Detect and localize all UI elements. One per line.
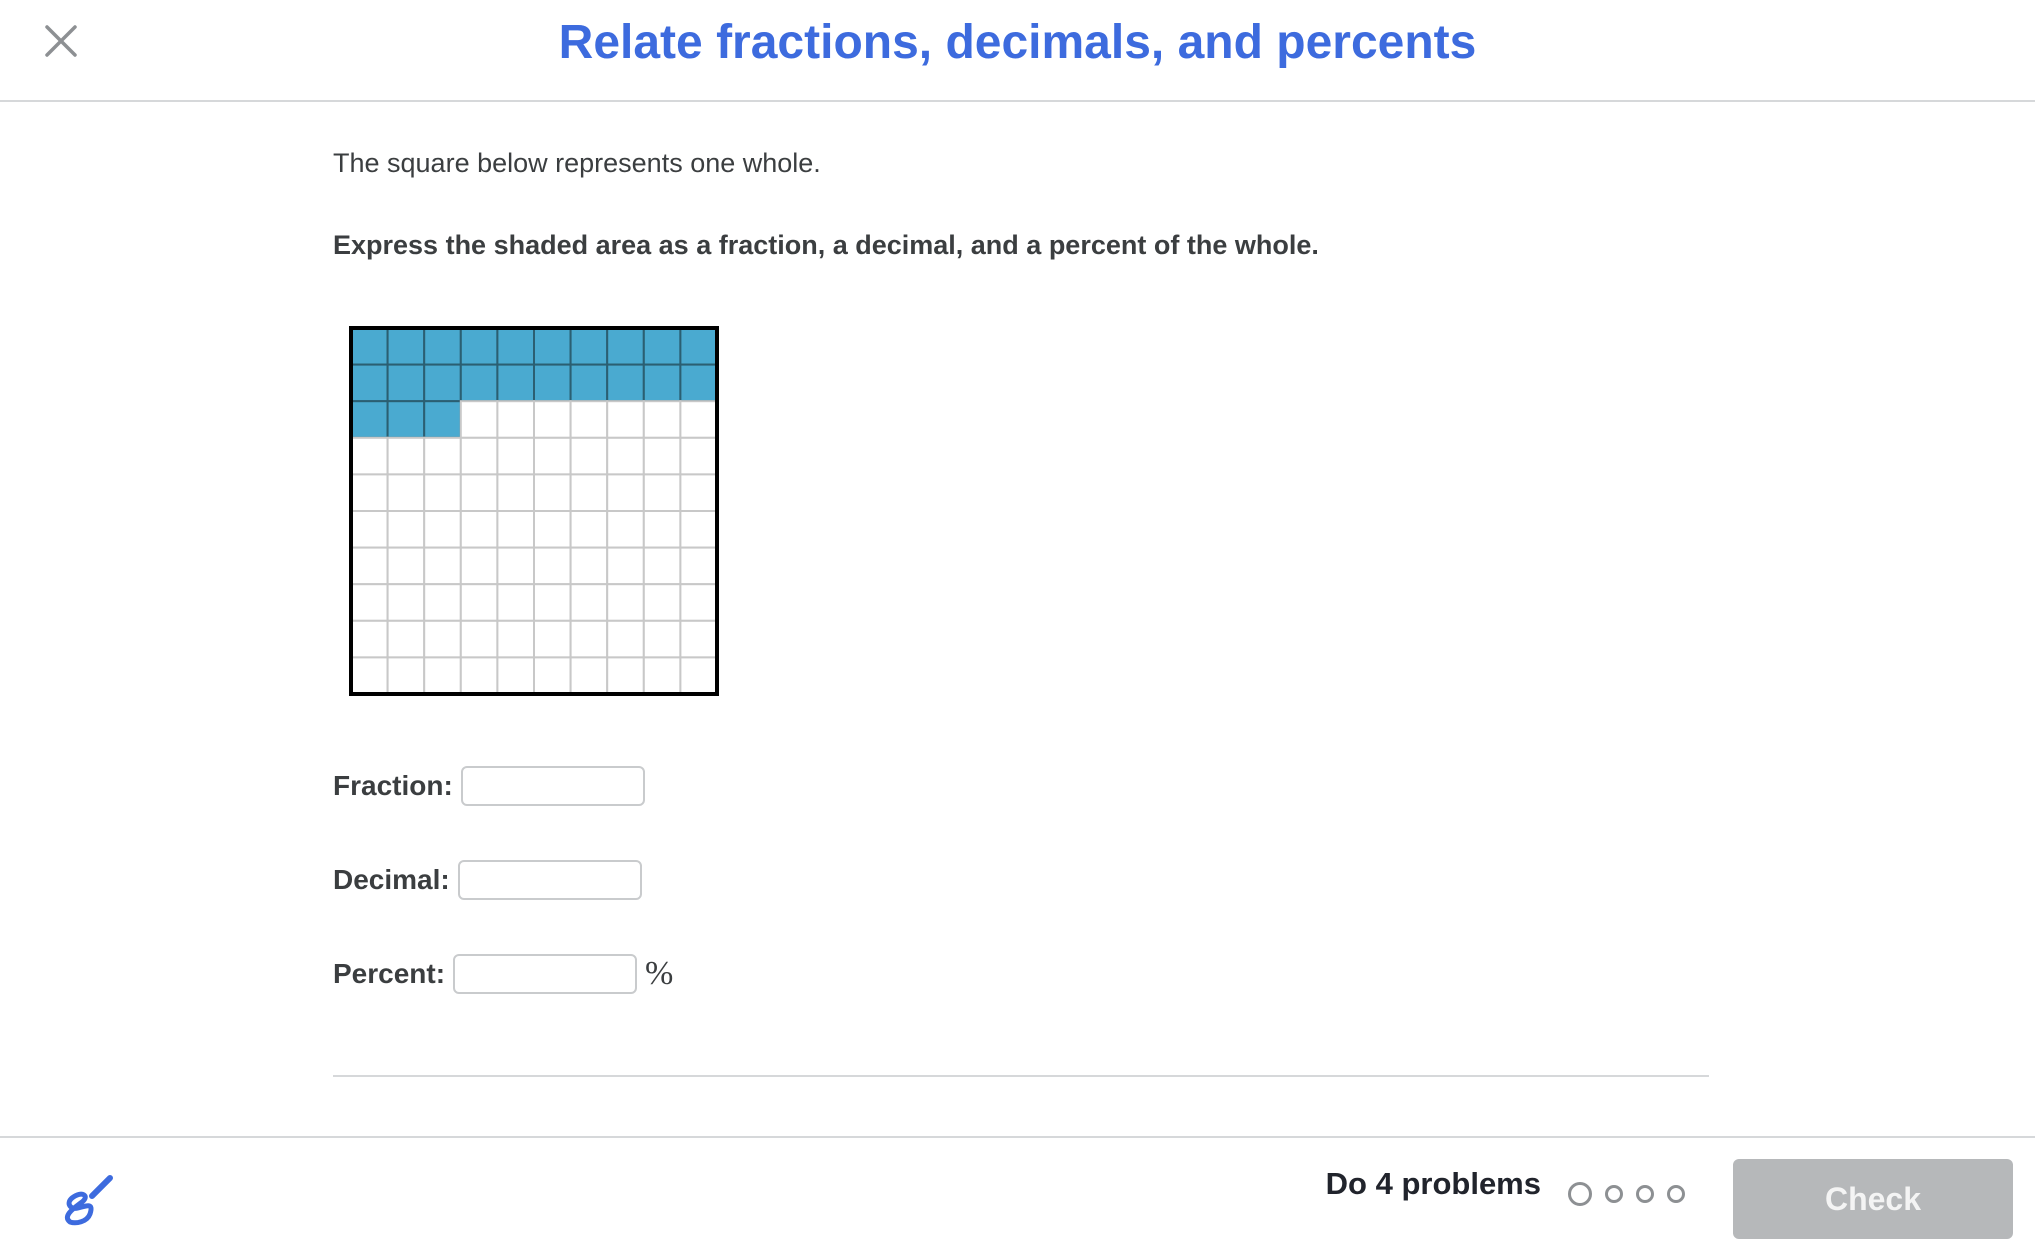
empty-cell bbox=[680, 511, 717, 548]
empty-cell bbox=[607, 621, 644, 658]
empty-cell bbox=[424, 657, 461, 694]
fraction-label: Fraction: bbox=[333, 770, 453, 801]
empty-cell bbox=[571, 511, 608, 548]
empty-cell bbox=[424, 548, 461, 585]
empty-cell bbox=[461, 584, 498, 621]
shaded-cell bbox=[351, 328, 388, 365]
shaded-cell bbox=[644, 328, 681, 365]
empty-cell bbox=[680, 474, 717, 511]
fraction-input[interactable] bbox=[461, 766, 645, 806]
empty-cell bbox=[607, 438, 644, 475]
shaded-cell bbox=[607, 365, 644, 402]
empty-cell bbox=[351, 474, 388, 511]
problem-question: Express the shaded area as a fraction, a decimal, and a percent of the whole. bbox=[333, 230, 1319, 260]
shaded-cell bbox=[497, 328, 534, 365]
empty-cell bbox=[680, 584, 717, 621]
empty-cell bbox=[461, 621, 498, 658]
pencil-scribble-icon bbox=[60, 1172, 116, 1228]
progress-dots bbox=[1568, 1182, 1698, 1206]
progress-label: Do 4 problems bbox=[1325, 1166, 1541, 1201]
empty-cell bbox=[644, 401, 681, 438]
shaded-cell bbox=[534, 328, 571, 365]
empty-cell bbox=[424, 438, 461, 475]
empty-cell bbox=[644, 548, 681, 585]
shaded-cell bbox=[461, 365, 498, 402]
shaded-cell bbox=[571, 365, 608, 402]
empty-cell bbox=[461, 438, 498, 475]
progress-dot bbox=[1568, 1182, 1592, 1206]
shaded-cell bbox=[424, 328, 461, 365]
empty-cell bbox=[534, 474, 571, 511]
shaded-cell bbox=[424, 365, 461, 402]
content-divider bbox=[333, 1075, 1709, 1077]
empty-cell bbox=[534, 401, 571, 438]
bottom-bar bbox=[0, 1136, 2035, 1244]
empty-cell bbox=[680, 621, 717, 658]
empty-cell bbox=[680, 548, 717, 585]
shaded-cell bbox=[534, 365, 571, 402]
empty-cell bbox=[571, 474, 608, 511]
empty-cell bbox=[351, 548, 388, 585]
shaded-cell bbox=[571, 328, 608, 365]
fraction-row bbox=[333, 766, 645, 806]
empty-cell bbox=[571, 621, 608, 658]
empty-cell bbox=[534, 657, 571, 694]
empty-cell bbox=[680, 657, 717, 694]
top-bar bbox=[0, 0, 2035, 102]
empty-cell bbox=[497, 438, 534, 475]
shaded-cell bbox=[424, 401, 461, 438]
decimal-input[interactable] bbox=[458, 860, 642, 900]
empty-cell bbox=[351, 438, 388, 475]
percent-sign: % bbox=[645, 955, 674, 992]
shaded-cell bbox=[680, 365, 717, 402]
decimal-label: Decimal: bbox=[333, 864, 450, 895]
empty-cell bbox=[424, 621, 461, 658]
empty-cell bbox=[351, 657, 388, 694]
empty-cell bbox=[534, 621, 571, 658]
empty-cell bbox=[644, 584, 681, 621]
empty-cell bbox=[351, 621, 388, 658]
empty-cell bbox=[644, 474, 681, 511]
empty-cell bbox=[607, 401, 644, 438]
empty-cell bbox=[607, 548, 644, 585]
empty-cell bbox=[534, 438, 571, 475]
empty-cell bbox=[571, 584, 608, 621]
empty-cell bbox=[644, 621, 681, 658]
shaded-cell bbox=[680, 328, 717, 365]
hundred-grid bbox=[349, 326, 719, 696]
empty-cell bbox=[388, 474, 425, 511]
empty-cell bbox=[497, 657, 534, 694]
empty-cell bbox=[497, 401, 534, 438]
empty-cell bbox=[351, 511, 388, 548]
empty-cell bbox=[644, 438, 681, 475]
hundred-grid-svg bbox=[349, 326, 719, 696]
empty-cell bbox=[607, 511, 644, 548]
shaded-cell bbox=[461, 328, 498, 365]
decimal-row bbox=[333, 860, 642, 900]
empty-cell bbox=[461, 511, 498, 548]
empty-cell bbox=[607, 657, 644, 694]
empty-cell bbox=[534, 584, 571, 621]
empty-cell bbox=[644, 657, 681, 694]
empty-cell bbox=[607, 584, 644, 621]
empty-cell bbox=[424, 474, 461, 511]
empty-cell bbox=[497, 474, 534, 511]
empty-cell bbox=[388, 511, 425, 548]
progress-dot bbox=[1605, 1185, 1623, 1203]
shaded-cell bbox=[388, 365, 425, 402]
shaded-cell bbox=[607, 328, 644, 365]
empty-cell bbox=[534, 548, 571, 585]
empty-cell bbox=[644, 511, 681, 548]
empty-cell bbox=[571, 438, 608, 475]
empty-cell bbox=[461, 657, 498, 694]
empty-cell bbox=[607, 474, 644, 511]
scratchpad-button[interactable] bbox=[60, 1172, 116, 1228]
shaded-cell bbox=[388, 401, 425, 438]
empty-cell bbox=[461, 548, 498, 585]
empty-cell bbox=[388, 438, 425, 475]
shaded-cell bbox=[644, 365, 681, 402]
empty-cell bbox=[497, 511, 534, 548]
percent-label: Percent: bbox=[333, 958, 446, 989]
empty-cell bbox=[534, 511, 571, 548]
empty-cell bbox=[424, 584, 461, 621]
empty-cell bbox=[497, 548, 534, 585]
empty-cell bbox=[497, 621, 534, 658]
problem-intro: The square below represents one whole. bbox=[333, 148, 821, 178]
empty-cell bbox=[680, 438, 717, 475]
empty-cell bbox=[388, 621, 425, 658]
shaded-cell bbox=[388, 328, 425, 365]
page-title: Relate fractions, decimals, and percents bbox=[558, 15, 1477, 69]
empty-cell bbox=[388, 548, 425, 585]
empty-cell bbox=[461, 474, 498, 511]
check-button[interactable]: Check bbox=[1733, 1159, 2013, 1239]
empty-cell bbox=[388, 657, 425, 694]
empty-cell bbox=[388, 584, 425, 621]
percent-input[interactable] bbox=[453, 954, 637, 994]
shaded-cell bbox=[351, 365, 388, 402]
shaded-cell bbox=[351, 401, 388, 438]
empty-cell bbox=[461, 401, 498, 438]
empty-cell bbox=[497, 584, 534, 621]
shaded-cell bbox=[497, 365, 534, 402]
progress-dot bbox=[1636, 1185, 1654, 1203]
percent-row bbox=[333, 954, 673, 994]
empty-cell bbox=[351, 584, 388, 621]
empty-cell bbox=[680, 401, 717, 438]
empty-cell bbox=[571, 548, 608, 585]
empty-cell bbox=[424, 511, 461, 548]
progress-dot bbox=[1667, 1185, 1685, 1203]
empty-cell bbox=[571, 401, 608, 438]
empty-cell bbox=[571, 657, 608, 694]
